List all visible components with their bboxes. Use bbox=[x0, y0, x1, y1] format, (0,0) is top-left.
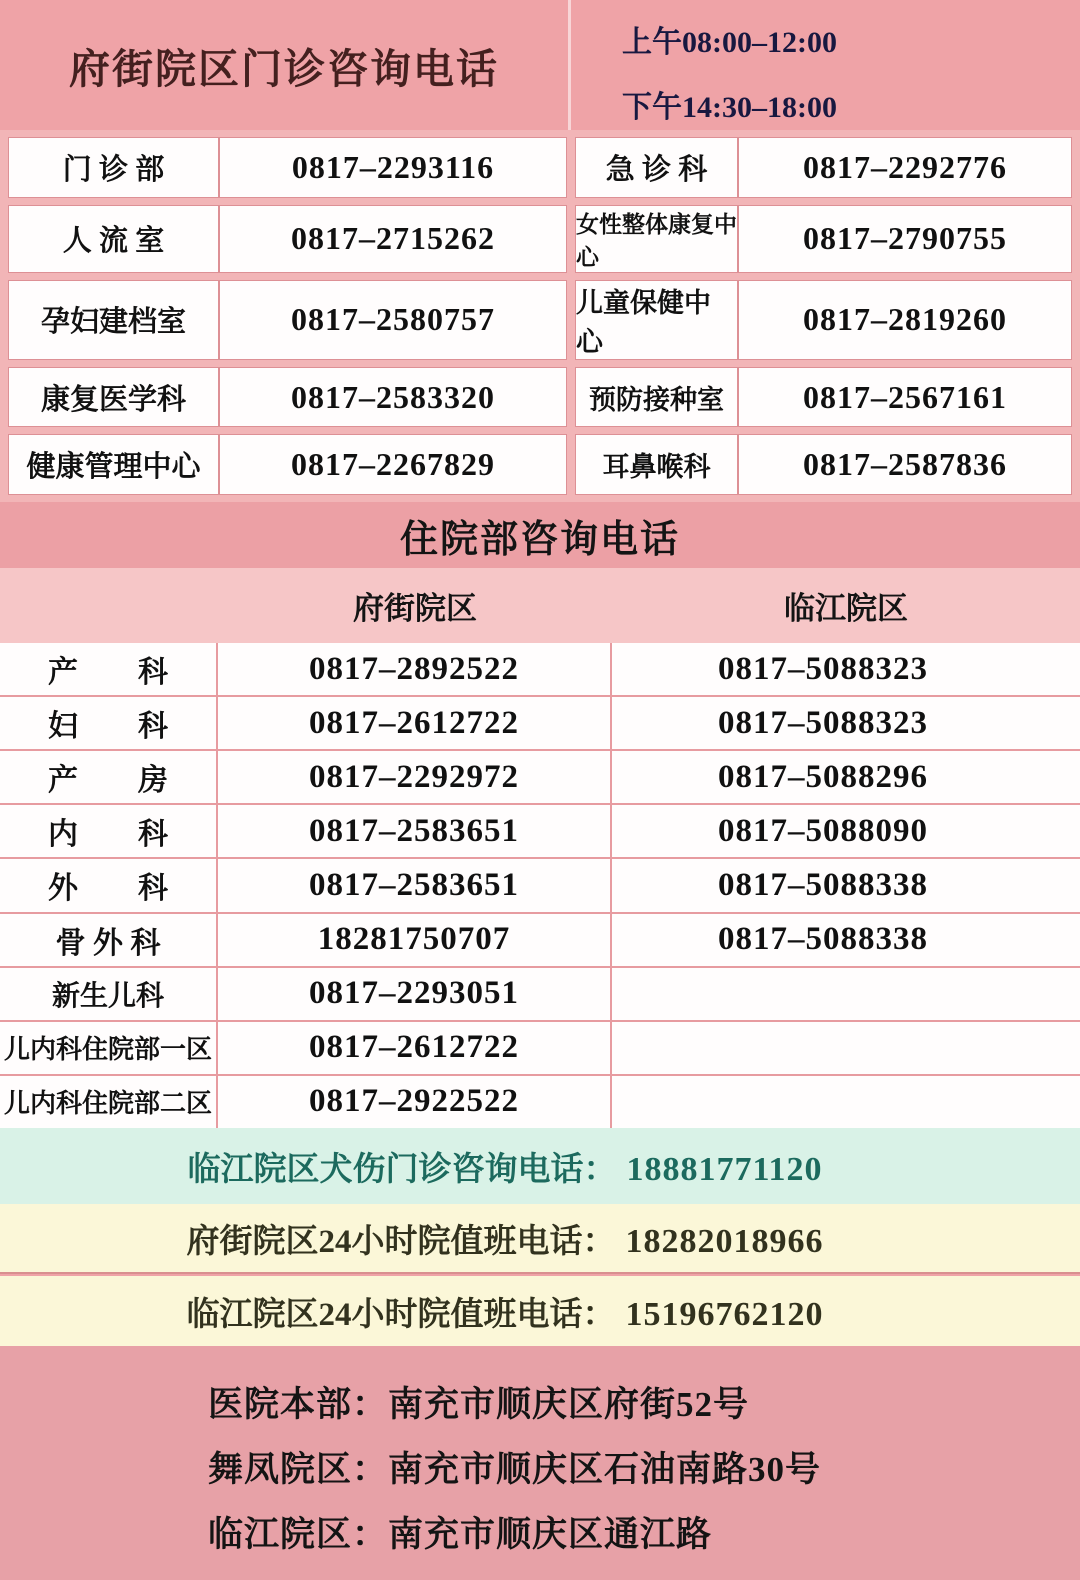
hospital-addresses bbox=[0, 1346, 1080, 1580]
phone-number-linjiang: 0817–5088323 bbox=[718, 704, 928, 741]
table-row bbox=[8, 280, 1072, 360]
phone-number-linjiang bbox=[612, 1076, 1080, 1128]
table-row bbox=[0, 1020, 1080, 1074]
notice-label: 临江院区24小时院值班电话： bbox=[186, 1296, 616, 1333]
notice-phone-number: 18881771120 bbox=[626, 1150, 823, 1188]
phone-number-fujie: 18281750707 bbox=[218, 914, 612, 966]
dept-name: 儿童保健中心 bbox=[575, 280, 738, 360]
dept-name: 骨 外 科 bbox=[0, 914, 218, 966]
phone-number: 0817–2715262 bbox=[219, 205, 567, 273]
notice-phone-number: 15196762120 bbox=[625, 1295, 824, 1333]
dept-name: 外 科 bbox=[0, 859, 218, 911]
table-row bbox=[0, 695, 1080, 749]
table-row bbox=[0, 749, 1080, 803]
notice-dog-bite-clinic bbox=[0, 1128, 1080, 1204]
notice-phone-number: 18282018966 bbox=[625, 1222, 824, 1260]
opening-hours bbox=[622, 0, 837, 150]
phone-number: 0817–2567161 bbox=[738, 367, 1072, 428]
phone-number-fujie: 0817–2922522 bbox=[218, 1076, 612, 1128]
table-row bbox=[8, 137, 1072, 198]
phone-number: 0817–2583320 bbox=[219, 367, 567, 428]
inpatient-section-title: 住院部咨询电话 bbox=[0, 502, 1080, 568]
dept-name: 人 流 室 bbox=[8, 205, 219, 273]
phone-number: 0817–2790755 bbox=[738, 205, 1072, 273]
phone-number-fujie: 0817–2612722 bbox=[218, 697, 612, 749]
phone-number: 0817–2292776 bbox=[738, 137, 1072, 198]
phone-number-linjiang: 0817–5088338 bbox=[718, 921, 928, 958]
dept-name: 内 科 bbox=[0, 805, 218, 857]
phone-number: 0817–2293116 bbox=[219, 137, 567, 198]
phone-number-fujie: 0817–2583651 bbox=[218, 805, 612, 857]
dept-name: 女性整体康复中心 bbox=[575, 205, 738, 273]
notice-label: 府街院区24小时院值班电话： bbox=[186, 1223, 616, 1260]
notice-label: 临江院区犬伤门诊咨询电话： bbox=[187, 1151, 617, 1188]
dept-name: 产 科 bbox=[0, 643, 218, 695]
dept-name: 耳鼻喉科 bbox=[575, 434, 738, 495]
dept-name: 急 诊 科 bbox=[575, 137, 738, 198]
table-row bbox=[8, 367, 1072, 428]
phone-number-linjiang bbox=[612, 968, 1080, 1020]
page-title: 府街院区门诊咨询电话 bbox=[69, 45, 499, 92]
dept-name: 儿内科住院部二区 bbox=[0, 1076, 218, 1128]
phone-number-fujie: 0817–2293051 bbox=[218, 968, 612, 1020]
table-row bbox=[8, 205, 1072, 273]
phone-number-fujie: 0817–2612722 bbox=[218, 1022, 612, 1074]
phone-number-fujie: 0817–2292972 bbox=[218, 751, 612, 803]
phone-number-fujie: 0817–2583651 bbox=[218, 859, 612, 911]
table-row bbox=[0, 857, 1080, 911]
table-row bbox=[0, 803, 1080, 857]
table-row bbox=[0, 912, 1080, 966]
table-row bbox=[0, 1074, 1080, 1128]
dept-name: 康复医学科 bbox=[8, 367, 219, 428]
phone-number-linjiang: 0817–5088090 bbox=[718, 812, 928, 849]
inpatient-column-headers bbox=[0, 568, 1080, 643]
notice-fujie-24h-duty bbox=[0, 1204, 1080, 1274]
phone-number: 0817–2587836 bbox=[738, 434, 1072, 495]
dept-name: 预防接种室 bbox=[575, 367, 738, 428]
phone-number-linjiang bbox=[612, 1022, 1080, 1074]
phone-number: 0817–2819260 bbox=[738, 280, 1072, 360]
column-header-fujie: 府街院区 bbox=[353, 591, 477, 626]
hours-morning: 上午08:00–12:00 bbox=[622, 25, 837, 59]
phone-number: 0817–2580757 bbox=[219, 280, 567, 360]
outpatient-phone-table bbox=[0, 130, 1080, 502]
notice-linjiang-24h-duty bbox=[0, 1276, 1080, 1346]
phone-number-linjiang: 0817–5088296 bbox=[718, 758, 928, 795]
table-row bbox=[8, 434, 1072, 495]
phone-number-linjiang: 0817–5088323 bbox=[718, 650, 928, 687]
dept-name: 产 房 bbox=[0, 751, 218, 803]
phone-number: 0817–2267829 bbox=[219, 434, 567, 495]
header-divider bbox=[568, 0, 571, 130]
dept-name: 儿内科住院部一区 bbox=[0, 1022, 218, 1074]
phone-number-fujie: 0817–2892522 bbox=[218, 643, 612, 695]
page-header bbox=[0, 0, 1080, 130]
dept-name: 门 诊 部 bbox=[8, 137, 219, 198]
address-wufeng-campus: 舞凤院区：南充市顺庆区石油南路30号 bbox=[208, 1450, 822, 1489]
dept-name: 新生儿科 bbox=[0, 968, 218, 1020]
column-header-linjiang: 临江院区 bbox=[784, 591, 908, 626]
address-main-campus: 医院本部：南充市顺庆区府街52号 bbox=[208, 1385, 750, 1424]
inpatient-phone-table bbox=[0, 643, 1080, 1128]
dept-name: 健康管理中心 bbox=[8, 434, 219, 495]
dept-name: 妇 科 bbox=[0, 697, 218, 749]
table-row bbox=[0, 966, 1080, 1020]
dept-name: 孕妇建档室 bbox=[8, 280, 219, 360]
phone-number-linjiang: 0817–5088338 bbox=[718, 866, 928, 903]
hours-afternoon: 下午14:30–18:00 bbox=[622, 90, 837, 124]
table-row bbox=[0, 643, 1080, 695]
address-linjiang-campus: 临江院区：南充市顺庆区通江路 bbox=[208, 1515, 713, 1554]
